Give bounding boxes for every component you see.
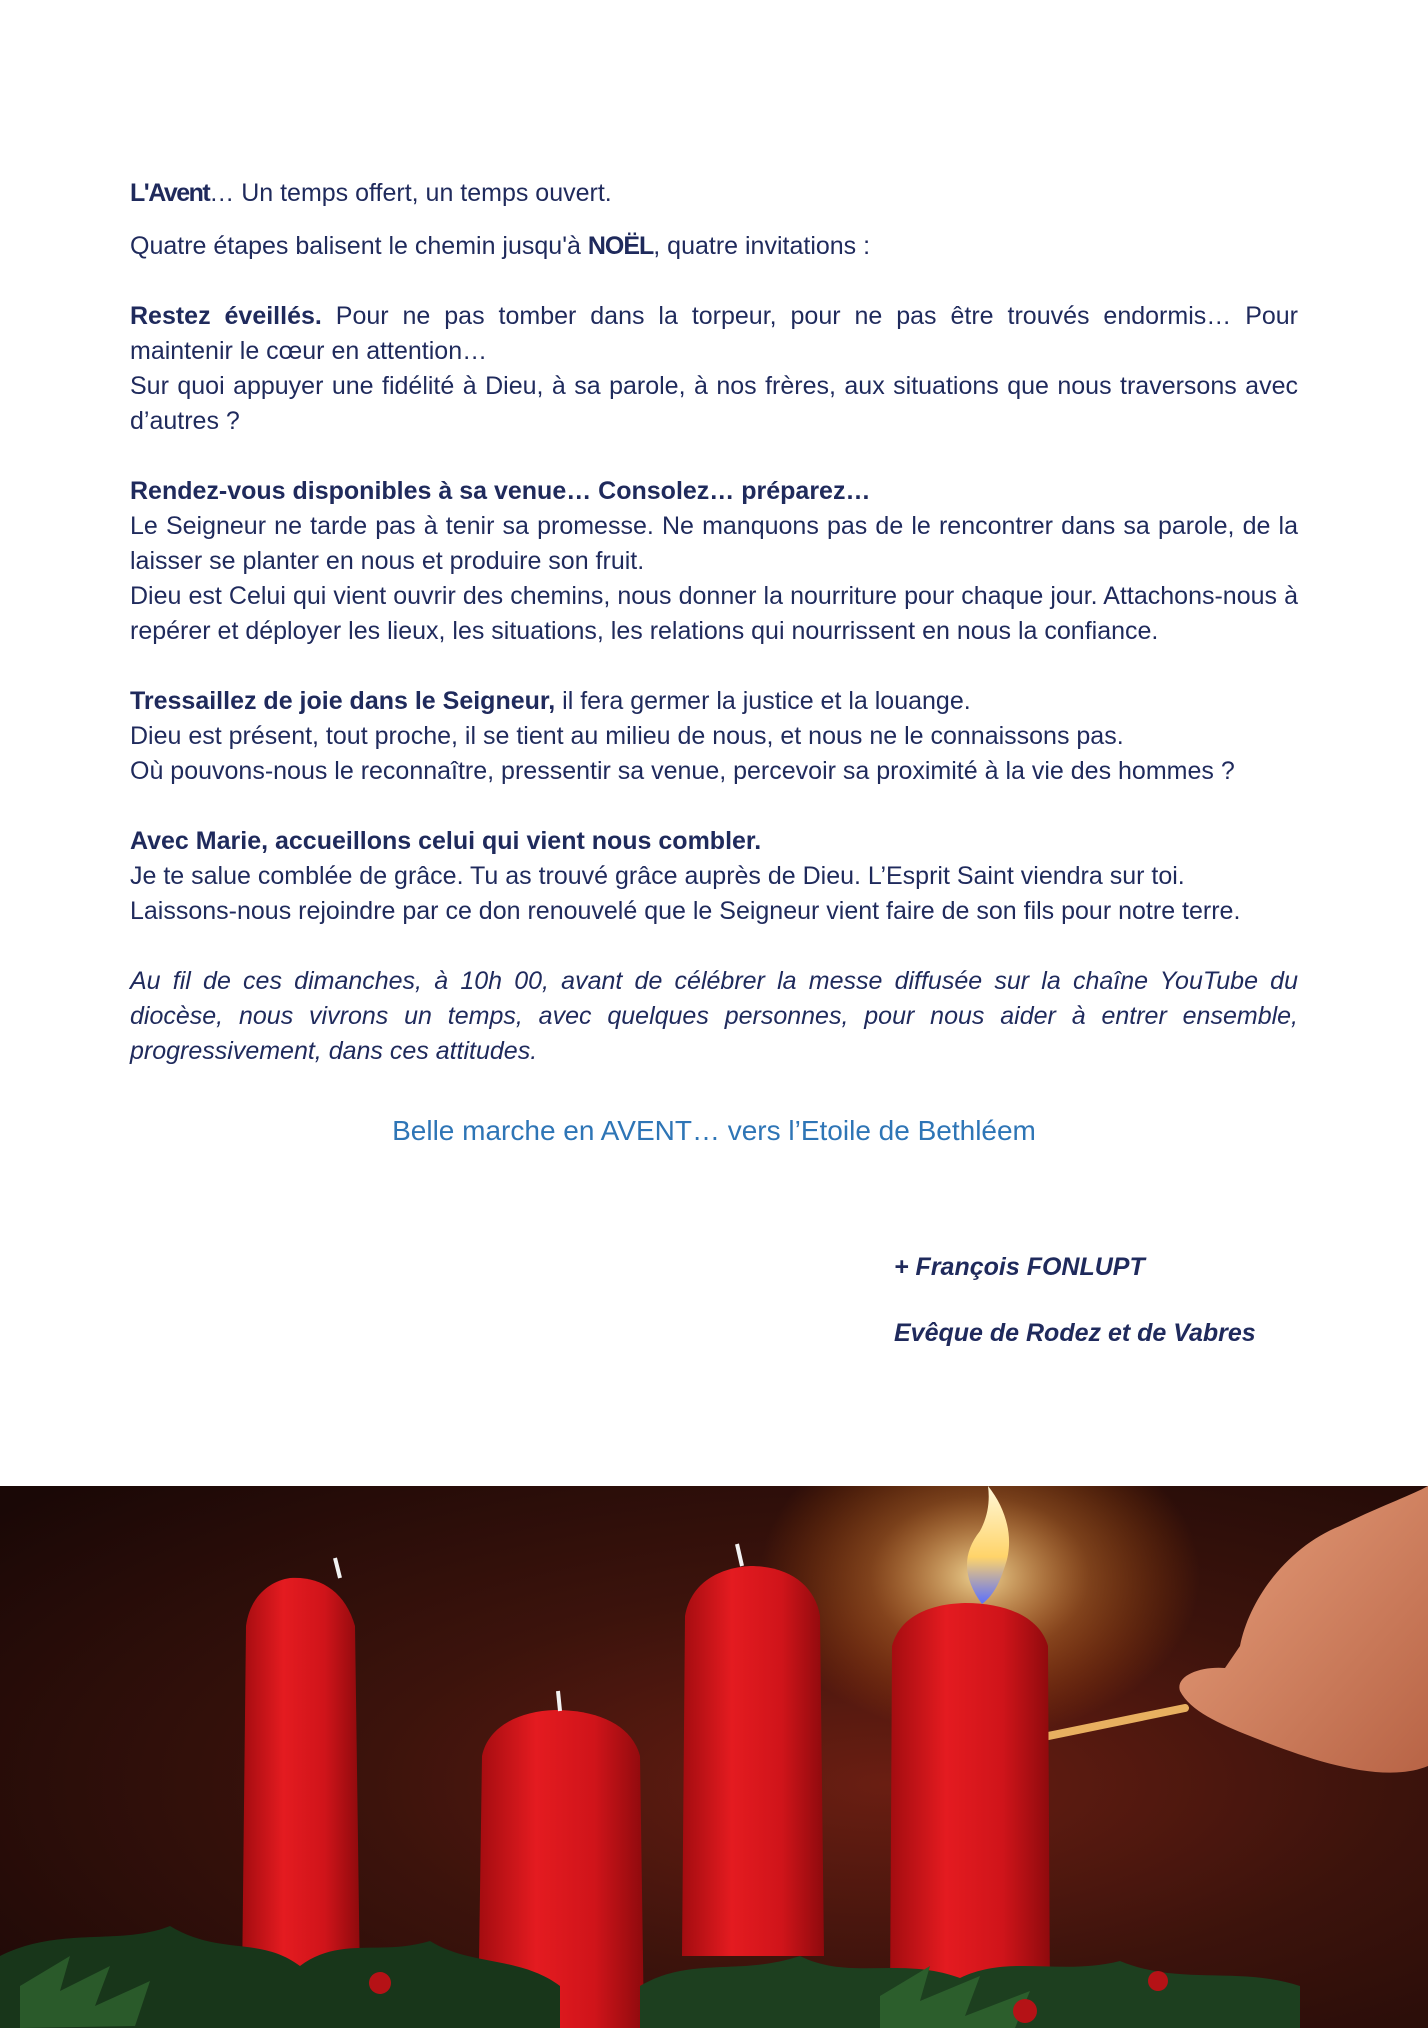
section-4-para-b: Laissons-nous rejoindre par ce don renouvelé que le Seigneur vient faire de son fils pour notre terre. <box>130 897 1241 925</box>
letter-title: L'Avent… Un temps offert, un temps ouvert. <box>130 179 612 207</box>
advent-candles-illustration <box>0 1486 1428 2028</box>
section-4-para-a: Je te salue comblée de grâce. Tu as trouvé grâce auprès de Dieu. L’Esprit Saint viendra sur toi. <box>130 862 1185 890</box>
intro-line: Quatre étapes balisent le chemin jusqu'à NOËL, quatre invitations : <box>130 232 871 260</box>
schedule-note: Au fil de ces dimanches, à 10h 00, avant de célébrer la messe diffusée sur la chaîne YouTube du diocèse, nous vivrons un temps, avec quelques personnes, pour nous aider à entrer ensemble, progressivement, dans ces attitudes. <box>130 967 1298 1065</box>
section-1-para-a: Restez éveillés. Pour ne pas tomber dans la torpeur, pour ne pas être trouvés endormis… Pour maintenir le cœur en attention… <box>130 302 1299 365</box>
berry-1 <box>369 1972 391 1994</box>
section-3-para-a: Tressaillez de joie dans le Seigneur, il fera germer la justice et la louange. <box>130 687 971 715</box>
section-2-heading: Rendez-vous disponibles à sa venue… Consolez… préparez… <box>130 477 871 505</box>
berry-2 <box>1013 1999 1037 2023</box>
candle-3 <box>682 1544 824 1956</box>
section-2-para-a: Le Seigneur ne tarde pas à tenir sa promesse. Ne manquons pas de le rencontrer dans sa parole, de la laisser se planter en nous et produire son fruit. <box>130 512 1298 575</box>
section-1-heading: Restez éveillés. <box>130 302 322 330</box>
section-1-para-b: Sur quoi appuyer une fidélité à Dieu, à sa parole, à nos frères, aux situations que nous traversons avec d’autres ? <box>130 372 1298 435</box>
letter-body <box>130 176 1298 1069</box>
section-2-para-b: Dieu est Celui qui vient ouvrir des chemins, nous donner la nourriture pour chaque jour. Attachons-nous à repérer et déployer les lieux, les situations, les relations qui nourrissent en nous la confiance. <box>130 582 1298 645</box>
closing-line: Belle marche en AVENT… vers l’Etoile de Bethléem <box>392 1115 1036 1146</box>
berry-3 <box>1148 1971 1168 1991</box>
section-3-heading: Tressaillez de joie dans le Seigneur, <box>130 687 556 715</box>
advent-candles-photo <box>0 1486 1428 2028</box>
signature-name: + François FONLUPT <box>894 1253 1145 1281</box>
section-3-para-c: Où pouvons-nous le reconnaître, pressentir sa venue, percevoir sa proximité à la vie des hommes ? <box>130 757 1235 785</box>
signature-role: Evêque de Rodez et de Vabres <box>894 1319 1256 1347</box>
section-4-heading: Avec Marie, accueillons celui qui vient nous combler. <box>130 827 762 855</box>
section-3-para-b: Dieu est présent, tout proche, il se tient au milieu de nous, et nous ne le connaissons pas. <box>130 722 1124 750</box>
candle-1 <box>242 1558 360 1986</box>
